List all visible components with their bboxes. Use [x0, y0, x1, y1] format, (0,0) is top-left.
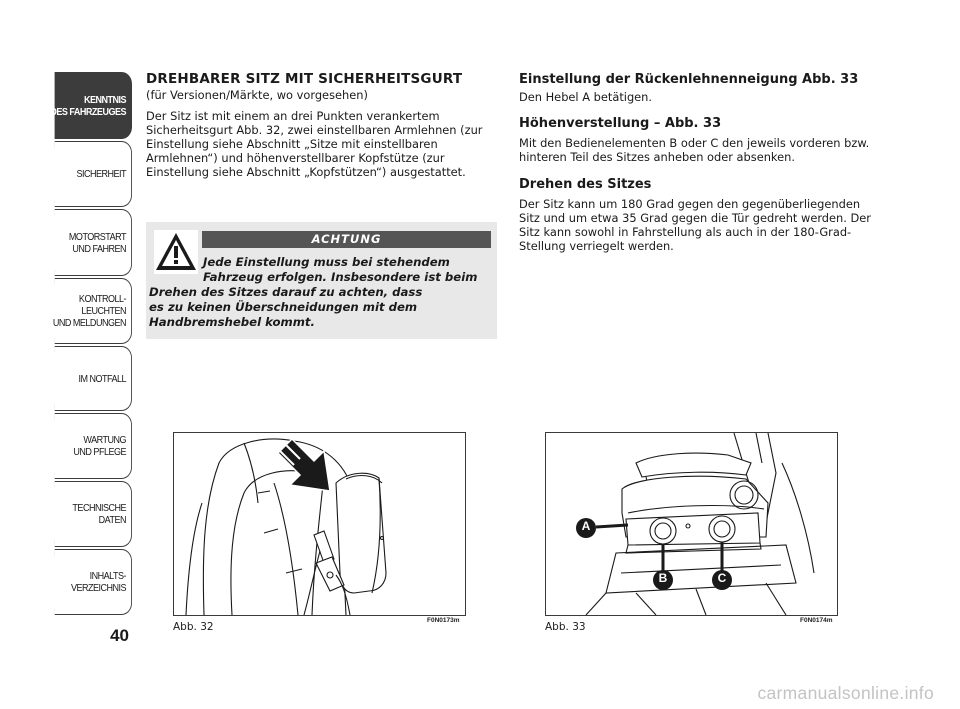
page-number: 40: [110, 626, 129, 645]
warning-line: Fahrzeug erfolgen. Insbesondere ist beim: [203, 270, 478, 284]
seat-with-belt-illustration: [174, 433, 465, 615]
warning-box: [146, 222, 497, 339]
text-backrest-tilt: Den Hebel A betätigen.: [519, 90, 653, 104]
left-column: [146, 71, 498, 185]
label-c: C: [717, 571, 727, 585]
warning-line: Drehen des Sitzes darauf zu achten, dass: [149, 285, 423, 299]
tab-kontrollleuchten-und-meldungen[interactable]: KONTROLL- LEUCHTEN UND MELDUNGEN: [55, 278, 132, 344]
tab-technische-daten[interactable]: TECHNISCHE DATEN: [55, 481, 132, 547]
tab-kenntnis-des-fahrzeuges[interactable]: KENNTNIS DES FAHRZEUGES: [55, 72, 132, 139]
warning-text: [146, 255, 497, 335]
warning-line: es zu keinen Überschneidungen mit dem: [149, 300, 418, 314]
figure-33-caption: Abb. 33: [545, 621, 586, 633]
heading-backrest-tilt: Einstellung der Rückenlehnenneigung Abb. 33: [519, 72, 859, 87]
watermark: carmanualsonline.info: [757, 683, 934, 703]
section-title: DREHBARER SITZ MIT SICHERHEITSGURT: [146, 71, 463, 87]
section-subtitle: (für Versionen/Märkte, wo vorgesehen): [146, 88, 368, 102]
figure-33-code: F0N0174m: [800, 617, 833, 624]
figure-32-caption: Abb. 32: [173, 621, 214, 633]
tab-wartung-und-pflege[interactable]: WARTUNG UND PFLEGE: [55, 413, 132, 479]
seat-description: Der Sitz ist mit einem an drei Punkten verankertem Sicherheitsgurt Abb. 32, zwei einstellbaren Armlehnen (zur Einstellung siehe Abschnitt „Sitze mit einstellbaren Armlehnen“) und höhenverstellbarer Kopfstütze (zur Einstellung siehe Abschnitt „Kopfstützen“) ausgestattet.: [146, 109, 483, 179]
label-b: B: [658, 571, 668, 585]
tab-motorstart-und-fahren[interactable]: MOTORSTART UND FAHREN: [55, 209, 132, 276]
heading-seat-rotation: Drehen des Sitzes: [519, 177, 652, 192]
tab-sicherheit[interactable]: SICHERHEIT: [55, 141, 132, 207]
warning-line: Handbremshebel kommt.: [149, 315, 315, 329]
figure-32-seatbelt: [173, 432, 466, 616]
direction-arrow-icon: [278, 439, 330, 491]
figure-32-code: F0N0173m: [427, 617, 460, 624]
heading-height-adjustment: Höhenverstellung – Abb. 33: [519, 116, 722, 131]
figure-33-seat-controls: [545, 432, 838, 616]
tab-inhaltsverzeichnis[interactable]: INHALTS- VERZEICHNIS: [55, 549, 132, 615]
right-column: [519, 71, 879, 257]
warning-line: Jede Einstellung muss bei stehendem: [203, 255, 450, 269]
label-a: A: [581, 519, 591, 533]
text-height-adjustment: Mit den Bedienelementen B oder C den jeweils vorderen bzw. hinteren Teil des Sitzes anheben oder absenken.: [519, 136, 870, 164]
tab-im-notfall[interactable]: IM NOTFALL: [55, 346, 132, 411]
warning-label: ACHTUNG: [202, 231, 491, 248]
text-seat-rotation: Der Sitz kann um 180 Grad gegen den gegenüberliegenden Sitz und um etwa 35 Grad gegen die Tür gedreht werden. Der Sitz kann sowohl in Fahrstellung als auch in der 180-Grad-Stellung verriegelt werden.: [519, 197, 871, 253]
